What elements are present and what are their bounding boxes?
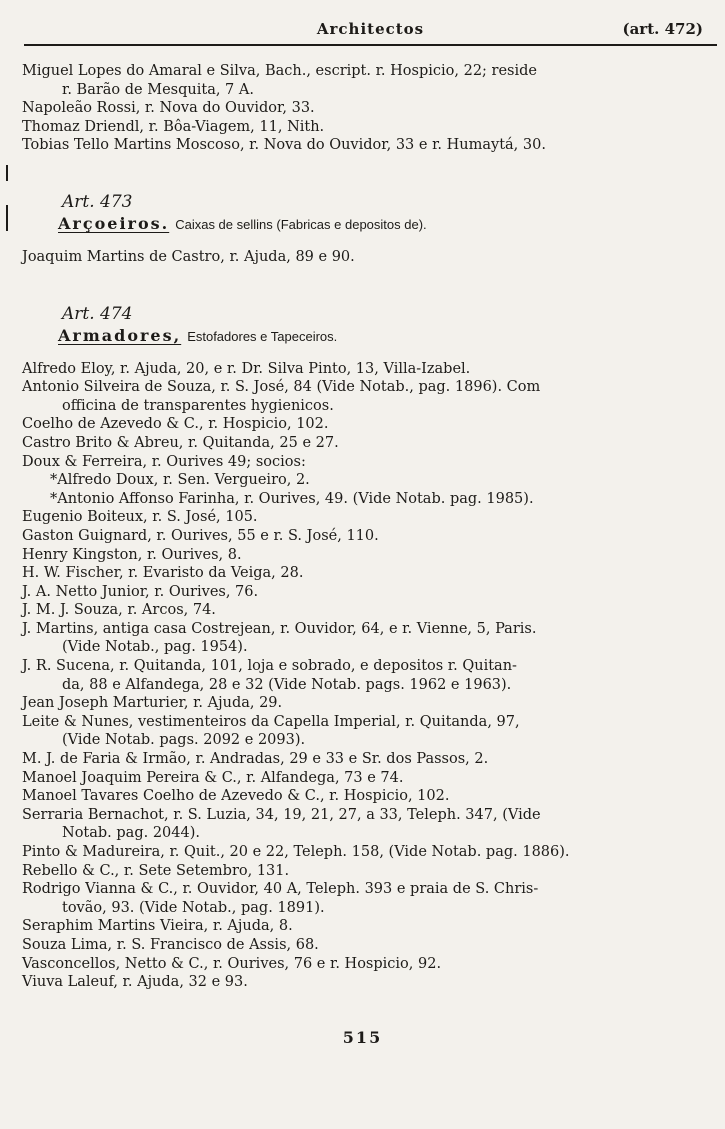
entry-line: Gaston Guignard, r. Ourives, 55 e r. S. José, 110. xyxy=(22,527,379,544)
entry-line: J. M. J. Souza, r. Arcos, 74. xyxy=(22,602,216,619)
article-label: Art. 473 xyxy=(62,191,133,212)
entry-line: Serraria Bernachot, r. S. Luzia, 34, 19, 21, 27, a 33, Teleph. 347, (Vide xyxy=(22,806,541,823)
entry-line: Alfredo Eloy, r. Ajuda, 20, e r. Dr. Silva Pinto, 13, Villa-Izabel. xyxy=(22,360,471,377)
entry-line: Vasconcellos, Netto & C., r. Ourives, 76 e r. Hospicio, 92. xyxy=(22,955,442,972)
page-number: 515 xyxy=(342,1028,383,1047)
category-heading xyxy=(22,325,712,348)
entry-line: Rebello & C., r. Sete Setembro, 131. xyxy=(22,862,290,879)
header-title: Architectos xyxy=(316,20,425,38)
entry-line: Jean Joseph Marturier, r. Ajuda, 29. xyxy=(22,695,283,712)
entry-line: Eugenio Boiteux, r. S. José, 105. xyxy=(22,509,258,526)
entry-continuation: Notab. pag. 2044). xyxy=(62,825,200,842)
entry-continuation: r. Barão de Mesquita, 7 A. xyxy=(62,81,254,98)
entry-line: Napoleão Rossi, r. Nova do Ouvidor, 33. xyxy=(22,100,315,117)
category-description: Caixas de sellins (Fabricas e depositos de). xyxy=(175,216,427,232)
entry-line: Tobias Tello Martins Moscoso, r. Nova do Ouvidor, 33 e r. Humaytá, 30. xyxy=(22,137,546,154)
entry-line: Souza Lima, r. S. Francisco de Assis, 68. xyxy=(22,936,319,953)
entry-line: J. Martins, antiga casa Costrejean, r. Ouvidor, 64, e r. Vienne, 5, Paris. xyxy=(22,620,537,637)
entry-line: Castro Brito & Abreu, r. Quitanda, 25 e 27. xyxy=(22,434,339,451)
entry-line: Viuva Laleuf, r. Ajuda, 32 e 93. xyxy=(22,974,248,991)
entry-continuation: (Vide Notab. pags. 2092 e 2093). xyxy=(62,732,306,749)
entry-line: Seraphim Martins Vieira, r. Ajuda, 8. xyxy=(22,918,293,935)
margin-mark-top xyxy=(6,165,8,181)
entry-line: Henry Kingston, r. Ourives, 8. xyxy=(22,546,242,563)
entry-line: Manoel Tavares Coelho de Azevedo & C., r. Hospicio, 102. xyxy=(22,788,450,805)
entry-line: Joaquim Martins de Castro, r. Ajuda, 89 e 90. xyxy=(22,248,355,265)
entry-line: H. W. Fischer, r. Evaristo da Veiga, 28. xyxy=(22,565,304,582)
entry-continuation: (Vide Notab., pag. 1954). xyxy=(62,639,248,656)
category-name: Arçoeiros. xyxy=(58,213,170,233)
entry-continuation: officina de transparentes hygienicos. xyxy=(62,397,334,414)
category-description: Estofadores e Tapeceiros. xyxy=(187,328,338,344)
entry-line: Antonio Silveira de Souza, r. S. José, 84 (Vide Notab., pag. 1896). Com xyxy=(22,379,541,396)
margin-mark-middle xyxy=(6,205,8,231)
entry-sub-line: *Alfredo Doux, r. Sen. Vergueiro, 2. xyxy=(50,472,310,489)
entry-line: Leite & Nunes, vestimenteiros da Capella Imperial, r. Quitanda, 97, xyxy=(22,713,520,730)
article-label: Art. 474 xyxy=(62,303,133,324)
entry-line: J. A. Netto Junior, r. Ourives, 76. xyxy=(22,583,259,600)
entry-line: J. R. Sucena, r. Quitanda, 101, loja e sobrado, e depositos r. Quitan- xyxy=(22,658,517,675)
entry-sub-line: *Antonio Affonso Farinha, r. Ourives, 49. (Vide Notab. pag. 1985). xyxy=(50,490,534,507)
entry-continuation: da, 88 e Alfandega, 28 e 32 (Vide Notab. pags. 1962 e 1963). xyxy=(62,676,512,693)
entry-line: Pinto & Madureira, r. Quit., 20 e 22, Teleph. 158, (Vide Notab. pag. 1886). xyxy=(22,844,570,860)
page-body xyxy=(22,62,712,992)
entry-line: Rodrigo Vianna & C., r. Ouvidor, 40 A, Teleph. 393 e praia de S. Chris- xyxy=(22,881,539,898)
entry-line: Miguel Lopes do Amaral e Silva, Bach., escript. r. Hospicio, 22; reside xyxy=(22,63,537,79)
category-name: Armadores, xyxy=(58,325,182,345)
category-heading xyxy=(22,213,712,236)
entry-line: Doux & Ferreira, r. Ourives 49; socios: xyxy=(22,453,306,470)
entry-line: Manoel Joaquim Pereira & C., r. Alfandega, 73 e 74. xyxy=(22,769,404,786)
entry-line: M. J. de Faria & Irmão, r. Andradas, 29 e 33 e Sr. dos Passos, 2. xyxy=(22,751,489,768)
header-article-ref: (art. 472) xyxy=(622,20,703,38)
entry-line: Thomaz Driendl, r. Bôa-Viagem, 11, Nith. xyxy=(22,118,325,135)
running-header xyxy=(24,18,717,46)
entry-continuation: tovão, 93. (Vide Notab., pag. 1891). xyxy=(62,899,325,916)
entry-line: Coelho de Azevedo & C., r. Hospicio, 102. xyxy=(22,416,329,433)
